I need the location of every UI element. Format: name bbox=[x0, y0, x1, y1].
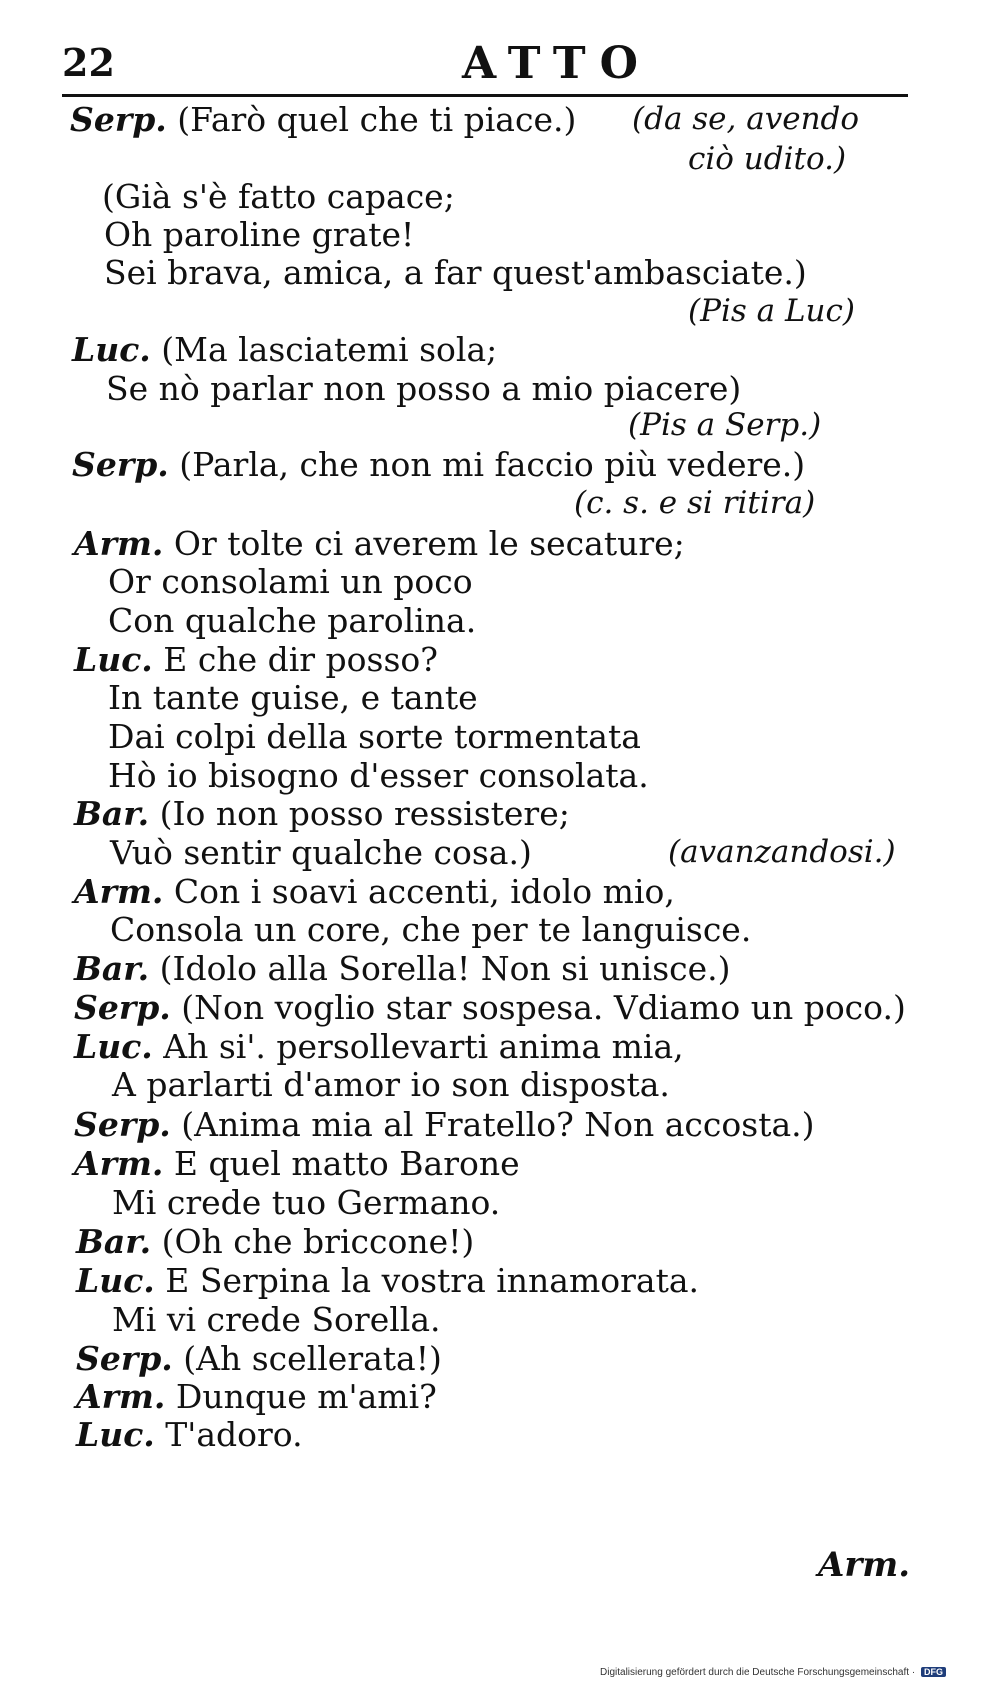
speaker-name: Arm. bbox=[74, 872, 164, 911]
dialogue-line bbox=[108, 756, 649, 795]
line-text: Mi vi crede Sorella. bbox=[112, 1300, 441, 1339]
speaker-name: Luc. bbox=[76, 1261, 155, 1300]
line-text: (Ah scellerata!) bbox=[183, 1339, 442, 1378]
running-head: ATTO bbox=[462, 38, 652, 89]
line-text: Hò io bisogno d'esser consolata. bbox=[108, 756, 649, 795]
line-text: E quel matto Barone bbox=[173, 1144, 520, 1183]
dialogue-line bbox=[104, 253, 807, 292]
dialogue-line bbox=[102, 177, 455, 216]
line-text: T'adoro. bbox=[165, 1415, 303, 1454]
speaker-name: Bar. bbox=[76, 1222, 152, 1261]
page-header bbox=[62, 40, 902, 92]
speaker-name: Luc. bbox=[74, 1027, 153, 1066]
dialogue-line bbox=[74, 524, 685, 563]
line-text: (Già s'è fatto capace; bbox=[102, 177, 455, 216]
speaker-name: Serp. bbox=[74, 1105, 171, 1144]
dialogue-line bbox=[104, 215, 415, 254]
dialogue-line bbox=[112, 1300, 441, 1339]
speaker-name: Serp. bbox=[76, 1339, 173, 1378]
dialogue-line bbox=[108, 562, 473, 601]
speaker-name: Luc. bbox=[76, 1415, 155, 1454]
dialogue-line bbox=[70, 100, 577, 139]
line-text: Ah si'. persollevarti anima mia, bbox=[163, 1027, 684, 1066]
line-text: (Anima mia al Fratello? Non accosta.) bbox=[181, 1105, 815, 1144]
speaker-name: Luc. bbox=[72, 330, 151, 369]
line-text: Oh paroline grate! bbox=[104, 215, 415, 254]
dialogue-line bbox=[108, 678, 478, 717]
header-rule bbox=[62, 94, 908, 97]
dialogue-line bbox=[72, 445, 806, 484]
stage-direction: (Pis a Luc) bbox=[688, 293, 855, 329]
stage-direction: ciò udito.) bbox=[688, 141, 847, 177]
dialogue-line bbox=[74, 1027, 684, 1066]
dialogue-line bbox=[74, 872, 675, 911]
dialogue-line bbox=[74, 794, 570, 833]
stage-direction: (da se, avendo bbox=[632, 101, 860, 137]
dialogue-line bbox=[76, 1222, 475, 1261]
credit-text: Digitalisierung gefördert durch die Deutsche Forschungsgemeinschaft · bbox=[600, 1667, 916, 1678]
line-text: (Oh che briccone!) bbox=[161, 1222, 475, 1261]
dialogue-line bbox=[112, 1183, 501, 1222]
line-text: Or tolte ci averem le secature; bbox=[173, 524, 685, 563]
dialogue-line bbox=[110, 833, 532, 872]
line-text: E che dir posso? bbox=[163, 640, 438, 679]
line-text: (Idolo alla Sorella! Non si unisce.) bbox=[159, 949, 731, 988]
line-text: Dai colpi della sorte tormentata bbox=[108, 717, 641, 756]
dialogue-line bbox=[74, 988, 906, 1027]
line-text: Se nò parlar non posso a mio piacere) bbox=[106, 369, 742, 408]
dialogue-line bbox=[76, 1377, 437, 1416]
dialogue-line bbox=[74, 1105, 815, 1144]
dialogue-line bbox=[74, 949, 731, 988]
stage-direction: (Pis a Serp.) bbox=[628, 407, 822, 443]
speaker-name: Serp. bbox=[74, 988, 171, 1027]
digitization-credit bbox=[600, 1667, 946, 1678]
line-text: Dunque m'ami? bbox=[175, 1377, 437, 1416]
speaker-name: Arm. bbox=[74, 524, 164, 563]
dialogue-line bbox=[72, 330, 498, 369]
page-number: 22 bbox=[62, 40, 115, 85]
dialogue-line bbox=[76, 1415, 303, 1454]
speaker-name: Bar. bbox=[74, 794, 150, 833]
line-text: Con i soavi accenti, idolo mio, bbox=[173, 872, 675, 911]
speaker-name: Luc. bbox=[74, 640, 153, 679]
line-text: (Non voglio star sospesa. Vdiamo un poco.) bbox=[181, 988, 906, 1027]
speaker-name: Serp. bbox=[72, 445, 169, 484]
line-text: Or consolami un poco bbox=[108, 562, 473, 601]
dialogue-line bbox=[106, 369, 742, 408]
dialogue-line bbox=[76, 1339, 442, 1378]
stage-direction: (c. s. e si ritira) bbox=[574, 485, 816, 521]
line-text: (Farò quel che ti piace.) bbox=[177, 100, 577, 139]
speaker-name: Arm. bbox=[74, 1144, 164, 1183]
line-text: Consola un core, che per te languisce. bbox=[110, 910, 752, 949]
dialogue-line bbox=[108, 601, 477, 640]
speaker-name: Arm. bbox=[76, 1377, 166, 1416]
line-text: Vuò sentir qualche cosa.) bbox=[110, 833, 532, 872]
stage-direction: (avanzandosi.) bbox=[668, 834, 896, 870]
dialogue-line bbox=[108, 717, 641, 756]
line-text: Sei brava, amica, a far quest'ambasciate.) bbox=[104, 253, 807, 292]
line-text: Mi crede tuo Germano. bbox=[112, 1183, 501, 1222]
speaker-name: Serp. bbox=[70, 100, 167, 139]
line-text: (Io non posso ressistere; bbox=[159, 794, 570, 833]
line-text: (Ma lasciatemi sola; bbox=[161, 330, 498, 369]
catchword: Arm. bbox=[818, 1545, 911, 1585]
dfg-logo: DFG bbox=[921, 1667, 946, 1677]
line-text: (Parla, che non mi faccio più vedere.) bbox=[179, 445, 806, 484]
dialogue-line bbox=[74, 1144, 520, 1183]
dialogue-line bbox=[110, 910, 752, 949]
speaker-name: Bar. bbox=[74, 949, 150, 988]
dialogue-line bbox=[76, 1261, 700, 1300]
line-text: In tante guise, e tante bbox=[108, 678, 478, 717]
line-text: A parlarti d'amor io son disposta. bbox=[112, 1065, 670, 1104]
line-text: Con qualche parolina. bbox=[108, 601, 477, 640]
dialogue-line bbox=[74, 640, 438, 679]
dialogue-line bbox=[112, 1065, 670, 1104]
line-text: E Serpina la vostra innamorata. bbox=[165, 1261, 700, 1300]
